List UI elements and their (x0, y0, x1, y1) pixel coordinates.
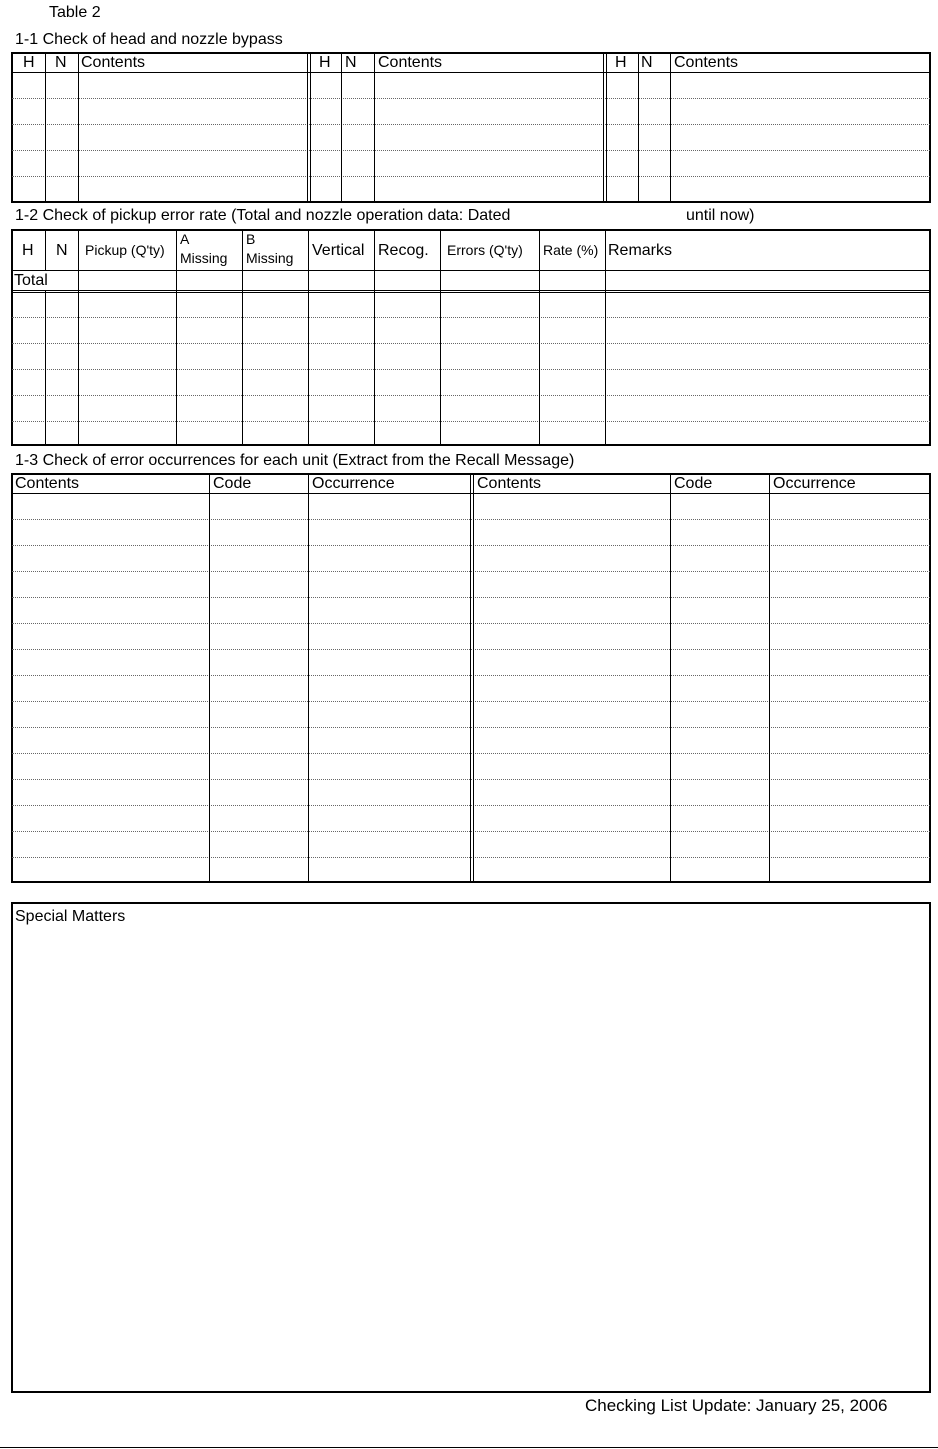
column-divider (341, 53, 342, 202)
page-bottom-rule (0, 1447, 938, 1448)
group-divider (606, 53, 607, 202)
header-contents: Contents (477, 475, 542, 492)
section-1-1-frame (11, 52, 931, 203)
section-1-2-title-suffix: until now) (686, 207, 755, 224)
header-h: H (615, 54, 627, 71)
total-row-line (12, 292, 930, 293)
header-contents: Contents (15, 475, 80, 492)
section-1-2-header-line (12, 270, 930, 271)
header-errors: Errors (Q'ty) (447, 242, 523, 258)
table-row (12, 805, 930, 806)
column-divider (78, 53, 79, 202)
section-1-3-header-line (12, 493, 930, 494)
header-rate: Rate (%) (543, 242, 599, 258)
total-row-line (12, 290, 930, 291)
table-row (12, 124, 930, 125)
column-divider (45, 230, 46, 270)
table-row (12, 831, 930, 832)
column-divider (308, 230, 309, 445)
total-label: Total (14, 272, 48, 289)
table-row (12, 176, 930, 177)
section-1-1-title: 1-1 Check of head and nozzle bypass (15, 31, 283, 48)
table-row (12, 675, 930, 676)
table-row (12, 857, 930, 858)
header-occurrence: Occurrence (312, 475, 395, 492)
column-divider (242, 230, 243, 445)
table-row (12, 571, 930, 572)
table-row (12, 343, 930, 344)
group-divider (473, 474, 474, 882)
column-divider (45, 53, 46, 202)
column-divider (176, 230, 177, 445)
header-a-missing-line2: Missing (180, 250, 228, 266)
column-divider (769, 474, 770, 882)
header-contents: Contents (81, 54, 146, 71)
table-title: Table 2 (49, 4, 101, 21)
section-1-2-title: 1-2 Check of pickup error rate (Total and nozzle operation data: Dated (15, 207, 511, 224)
special-matters-label: Special Matters (15, 908, 126, 925)
header-b-missing-line1: B (246, 231, 256, 247)
column-divider (374, 53, 375, 202)
header-b-missing-line2: Missing (246, 250, 294, 266)
column-divider (209, 474, 210, 882)
group-divider (310, 53, 311, 202)
column-divider (308, 474, 309, 882)
header-n: N (56, 242, 68, 259)
table-row (12, 369, 930, 370)
header-pickup: Pickup (Q'ty) (85, 242, 165, 258)
section-1-2-frame (11, 229, 931, 446)
group-divider (603, 53, 604, 202)
table-row (12, 317, 930, 318)
table-row (12, 753, 930, 754)
section-1-3-title: 1-3 Check of error occurrences for each unit (Extract from the Recall Message) (15, 452, 575, 469)
column-divider (638, 53, 639, 202)
column-divider (539, 230, 540, 445)
table-row (12, 649, 930, 650)
table-row (12, 395, 930, 396)
table-row (12, 150, 930, 151)
group-divider (307, 53, 308, 202)
column-divider (440, 230, 441, 445)
header-n: N (345, 54, 357, 71)
table-row (12, 519, 930, 520)
special-matters-box (11, 902, 931, 1393)
header-n: N (55, 54, 67, 71)
column-divider (374, 230, 375, 445)
column-divider (78, 230, 79, 445)
table-row (12, 623, 930, 624)
column-divider (605, 230, 606, 445)
table-row (12, 779, 930, 780)
header-h: H (319, 54, 331, 71)
header-occurrence: Occurrence (773, 475, 856, 492)
header-n: N (641, 54, 653, 71)
header-code: Code (674, 475, 713, 492)
table-row (12, 727, 930, 728)
section-1-1-header-line (12, 72, 930, 73)
header-recog: Recog. (378, 242, 429, 259)
table-row (12, 597, 930, 598)
header-h: H (22, 242, 34, 259)
table-row (12, 421, 930, 422)
header-contents: Contents (378, 54, 443, 71)
header-contents: Contents (674, 54, 739, 71)
table-row (12, 701, 930, 702)
column-divider (670, 53, 671, 202)
group-divider (470, 474, 471, 882)
header-vertical: Vertical (312, 242, 365, 259)
header-a-missing-line1: A (180, 231, 190, 247)
update-note: Checking List Update: January 25, 2006 (585, 1396, 888, 1415)
section-1-3-frame (11, 473, 931, 883)
table-row (12, 545, 930, 546)
table-row (12, 98, 930, 99)
column-divider (45, 291, 46, 445)
column-divider (670, 474, 671, 882)
header-code: Code (213, 475, 252, 492)
header-h: H (23, 54, 35, 71)
header-remarks: Remarks (608, 242, 673, 259)
